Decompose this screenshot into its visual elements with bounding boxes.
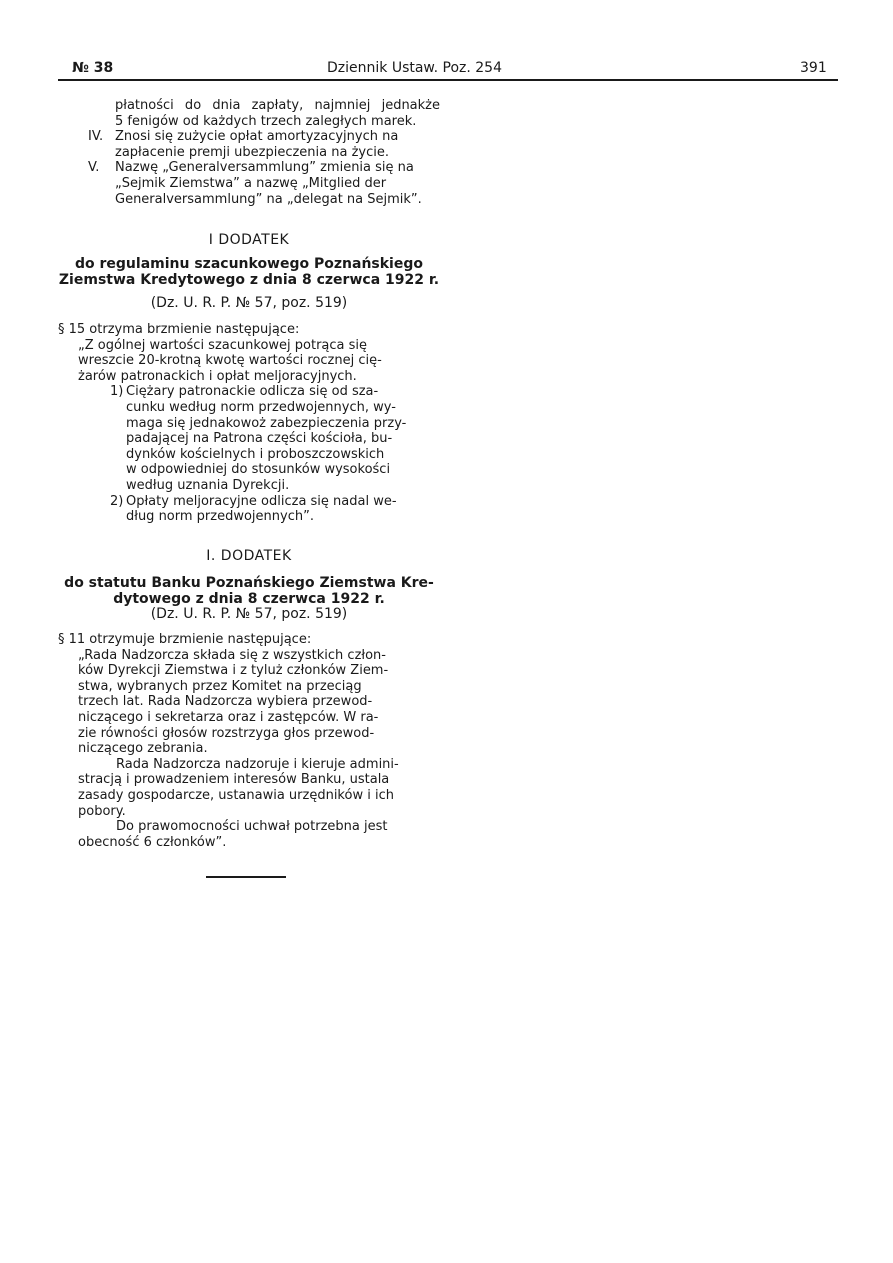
text-line: stracją i prowadzeniem interesów Banku, ustala <box>78 772 390 788</box>
section1-body <box>58 322 440 525</box>
text-line: Generalversammlung” na „delegat na Sejmik”. <box>115 191 422 207</box>
section1-heading: I DODATEK <box>208 232 290 248</box>
end-rule <box>206 876 286 878</box>
title-line: do regulaminu szacunkowego Poznańskiego <box>75 256 423 272</box>
text-line: „Sejmik Ziemstwa” a nazwę „Mitglied der <box>115 175 387 191</box>
text-line: żarów patronackich i opłat meljoracyjnych. <box>78 368 357 384</box>
text-line: trzech lat. Rada Nadzorcza wybiera przewod- <box>78 694 373 710</box>
text-line: pobory. <box>78 803 126 819</box>
title-line: Ziemstwa Kredytowego z dnia 8 czerwca 1922 r. <box>58 272 440 288</box>
text-line: cunku według norm przedwojennych, wy- <box>126 399 396 415</box>
text-line: wreszcie 20-krotną kwotę wartości rocznej cię- <box>78 353 382 369</box>
item-number: 1) <box>110 384 124 400</box>
text-line: Znosi się zużycie opłat amortyzacyjnych na <box>115 129 399 145</box>
text-line: zasady gospodarcze, ustanawia urzędników i ich <box>78 787 394 803</box>
list-item-2 <box>58 494 440 510</box>
section2-body <box>58 632 440 850</box>
paragraph-lead: § 11 otrzymuje brzmienie następujące: <box>58 632 312 647</box>
top-block <box>58 98 440 207</box>
text-line: Do prawomocności uchwał potrzebna jest <box>116 819 388 835</box>
item-number: 2) <box>110 493 124 509</box>
text-line: obecność 6 członków”. <box>78 834 227 850</box>
list-item-1 <box>58 384 440 400</box>
section2-title <box>58 575 440 607</box>
header-rule <box>58 79 838 81</box>
text-line: niczącego zebrania. <box>78 741 208 757</box>
text-line: dług norm przedwojennych”. <box>126 509 314 525</box>
text-line: 5 fenigów od każdych trzech zaległych marek. <box>115 113 417 129</box>
paragraph-lead: § 15 otrzyma brzmienie następujące: <box>58 322 300 337</box>
item-number: V. <box>88 160 100 176</box>
text-line: zie równości głosów rozstrzyga głos przewod- <box>78 725 375 741</box>
item-number: IV. <box>88 129 104 145</box>
text-line: padającej na Patrona części kościoła, bu- <box>126 431 393 447</box>
journal-title: Dziennik Ustaw. Poz. 254 <box>327 60 502 76</box>
section2-source: (Dz. U. R. P. № 57, poz. 519) <box>150 606 348 622</box>
text-line: Nazwę „Generalversammlung” zmienia się na <box>115 160 414 176</box>
text-line: maga się jednakowoż zabezpieczenia przy- <box>126 415 407 431</box>
item-iv <box>58 129 440 145</box>
text-line: ków Dyrekcji Ziemstwa i z tyluż członków Ziem- <box>78 663 389 679</box>
section1-title <box>58 256 440 288</box>
title-line: do statutu Banku Poznańskiego Ziemstwa Kre- <box>64 575 434 591</box>
text-line: „Z ogólnej wartości szacunkowej potrąca się <box>78 337 368 353</box>
text-line: stwa, wybranych przez Komitet na przeciąg <box>78 678 362 694</box>
text-line: Opłaty meljoracyjne odlicza się nadal we- <box>126 493 397 509</box>
text-line: dynków kościelnych i proboszczowskich <box>126 446 385 462</box>
item-v <box>58 160 440 176</box>
page-number: 391 <box>800 60 827 76</box>
text-line: Ciężary patronackie odlicza się od sza- <box>126 384 379 400</box>
text-line: niczącego i sekretarza oraz i zastępców. W ra- <box>78 709 379 725</box>
section2-heading: I. DODATEK <box>206 548 292 564</box>
text-line: w odpowiedniej do stosunków wysokości <box>126 462 391 478</box>
text-line: płatności do dnia zapłaty, najmniej jednakże <box>115 98 440 113</box>
text-line: zapłacenie premji ubezpieczenia na życie. <box>115 144 389 160</box>
section1-source: (Dz. U. R. P. № 57, poz. 519) <box>150 295 348 311</box>
text-line: Rada Nadzorcza nadzoruje i kieruje admini- <box>116 756 399 772</box>
issue-number: № 38 <box>72 60 114 76</box>
title-line: dytowego z dnia 8 czerwca 1922 r. <box>113 591 385 607</box>
text-line: według uznania Dyrekcji. <box>126 477 290 493</box>
text-line: „Rada Nadzorcza składa się z wszystkich człon- <box>78 647 386 663</box>
